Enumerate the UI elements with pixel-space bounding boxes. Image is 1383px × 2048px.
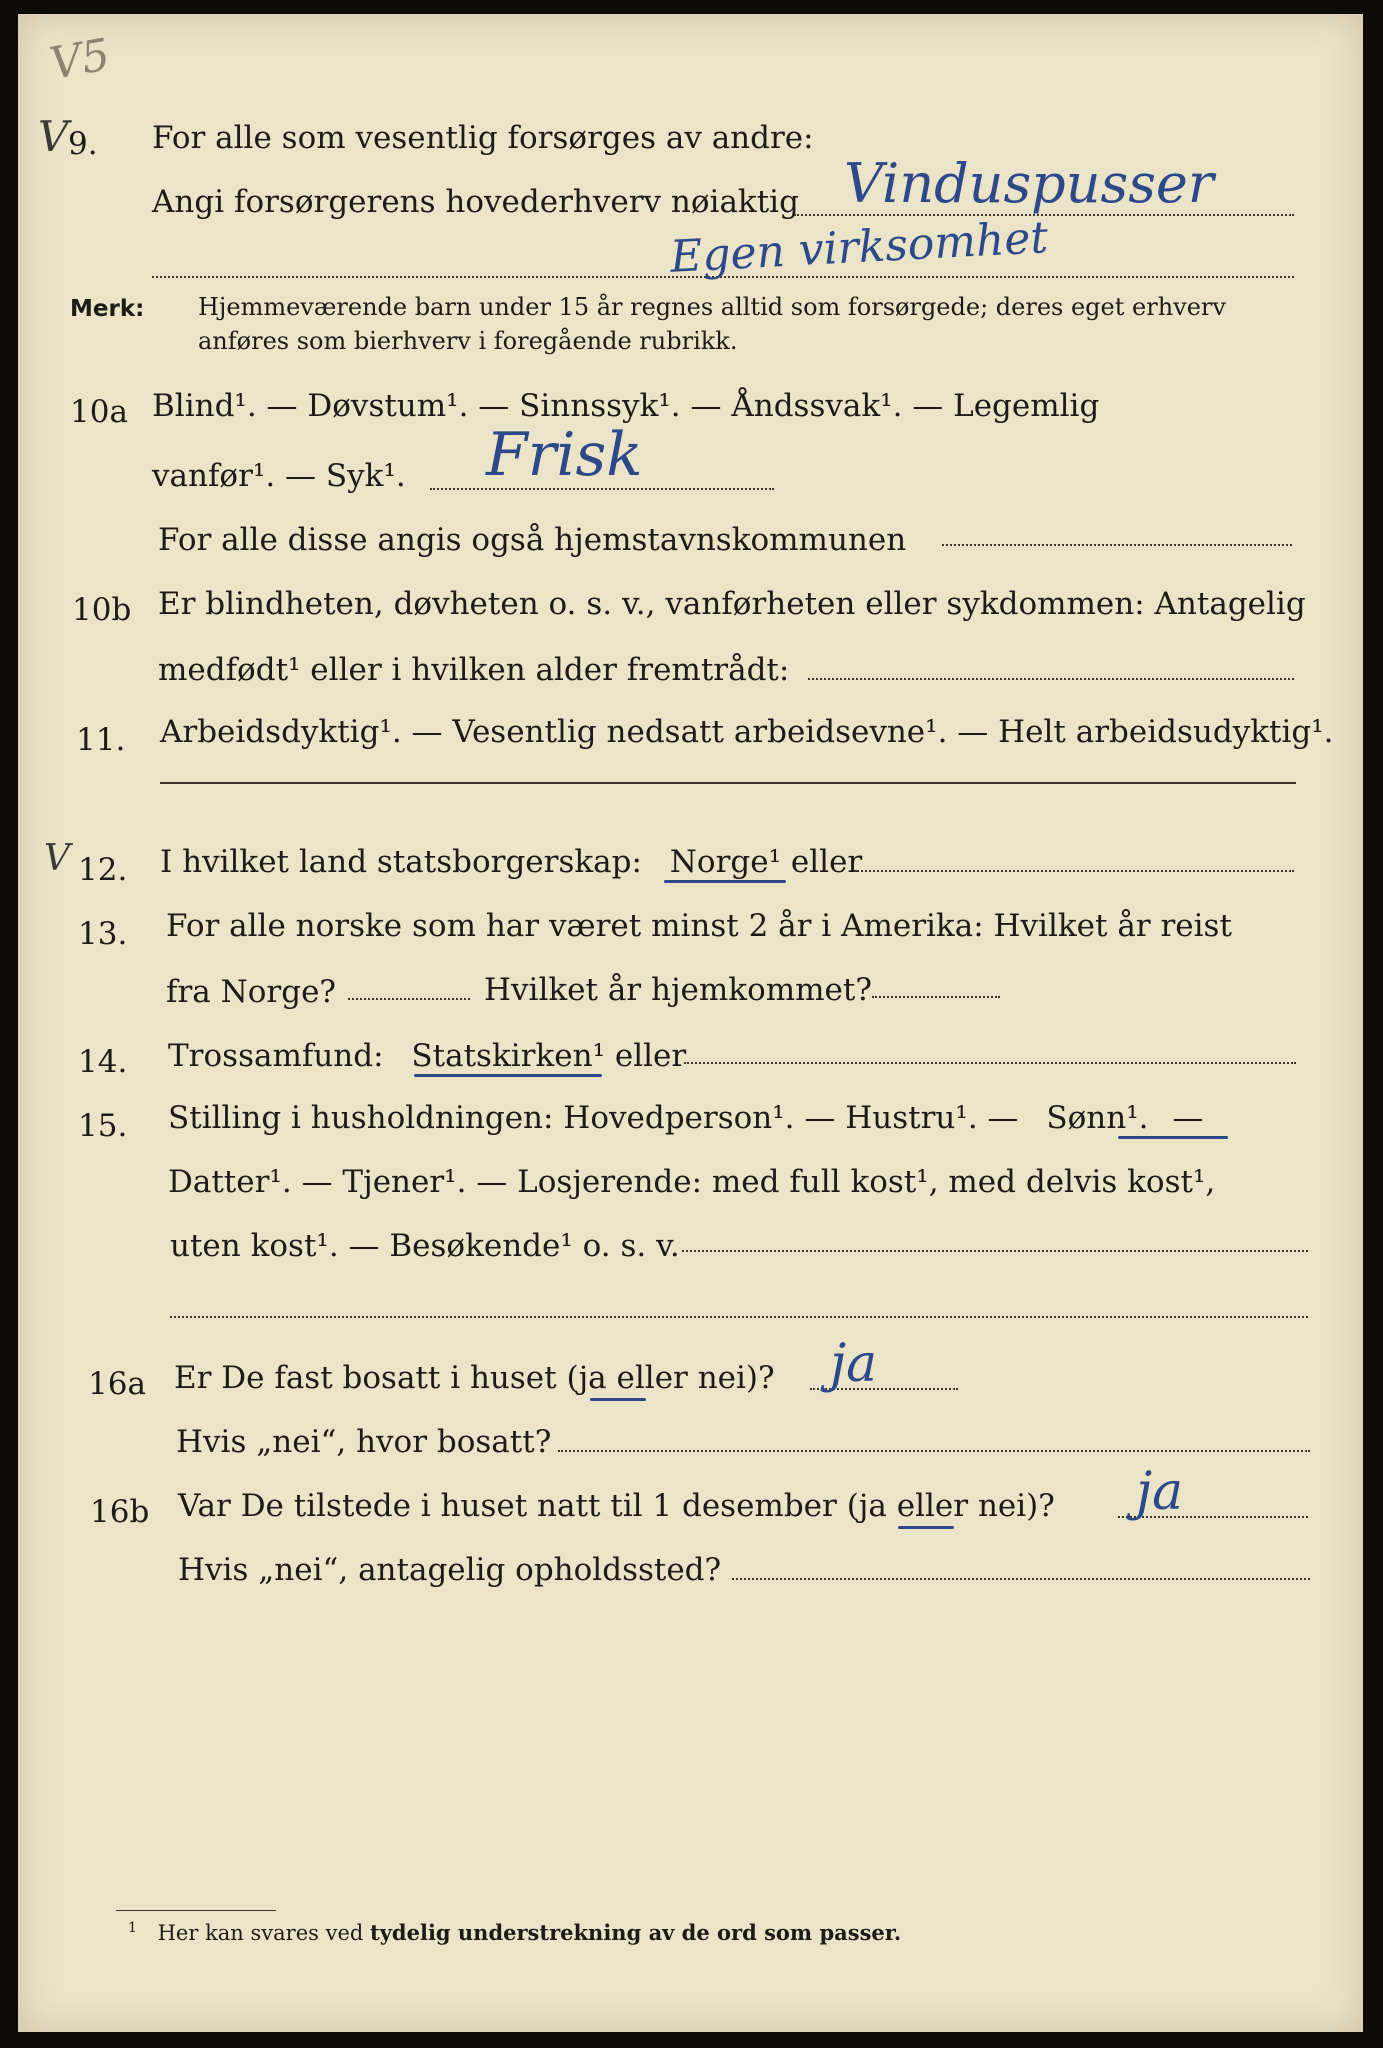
q9-answer1: Vinduspusser (844, 152, 1214, 215)
q15-extra-line (170, 1316, 1308, 1318)
footnote-rule (116, 1910, 276, 1911)
q15-line2: Datter¹. — Tjener¹. — Losjerende: med full kost¹, med delvis kost¹, (168, 1164, 1216, 1200)
margin-mark-q9: V (38, 112, 69, 161)
q10a-line3: For alle disse angis også hjemstavnskommunen (158, 522, 907, 558)
q14-option-statskirken: Statskirken¹ (411, 1038, 605, 1074)
q16a-line1c: eller nei)? (616, 1360, 775, 1396)
q16b-line1c: eller nei)? (896, 1488, 1055, 1524)
q16b-number: 16b (90, 1494, 150, 1530)
q16a-number: 16a (88, 1366, 146, 1402)
merk-label: Merk: (70, 296, 145, 322)
margin-mark-top: V5 (46, 29, 114, 90)
q15-option-sonn: Sønn¹. (1046, 1100, 1149, 1136)
q12-number: 12. (78, 852, 128, 888)
q14-prefix: Trossamfund: (168, 1038, 384, 1074)
q14-suffix: eller (614, 1038, 687, 1074)
merk-line2: anføres som bierhverv i foregående rubrikk. (198, 327, 738, 355)
q9-number: 9. (68, 126, 98, 162)
q10a-line3-fill (942, 544, 1292, 546)
q15-line1a: Stilling i husholdningen: Hovedperson¹. — Hustru¹. — (168, 1100, 1019, 1136)
q10b-fill (808, 678, 1294, 680)
q12-norge-underline (664, 880, 786, 883)
margin-mark-q12: V (44, 838, 70, 879)
q14-number: 14. (78, 1044, 128, 1080)
q15-line3: uten kost¹. — Besøkende¹ o. s. v. (170, 1228, 680, 1264)
q10b-line2: medfødt¹ eller i hvilken alder fremtrådt: (158, 652, 790, 688)
q15-line1c: — (1172, 1100, 1204, 1136)
footnote-text-a: Her kan svares ved (157, 1921, 364, 1945)
q11-line1: Arbeidsdyktig¹. — Vesentlig nedsatt arbeidsevne¹. — Helt arbeidsudyktig¹. (160, 714, 1334, 750)
q14-fill (684, 1062, 1296, 1064)
q13-number: 13. (78, 916, 128, 952)
q13-line2b: Hvilket år hjemkommet? (484, 972, 872, 1008)
q14-statskirken-underline (414, 1074, 602, 1077)
q16b-line2: Hvis „nei“, antagelig opholdssted? (178, 1552, 722, 1588)
q12-prefix: I hvilket land statsborgerskap: (160, 844, 642, 880)
q15-line1 (168, 1100, 1203, 1136)
q16b-option-ja: ja (858, 1488, 887, 1524)
q16a-line2: Hvis „nei“, hvor bosatt? (176, 1424, 552, 1460)
q9-answer2: Egen virksomhet (668, 212, 1050, 283)
q16b-line2-fill (732, 1578, 1310, 1580)
q13-reist-fill (348, 998, 470, 1000)
q10b-line1: Er blindheten, døvheten o. s. v., vanførheten eller sykdommen: Antagelig (158, 586, 1306, 622)
footnote-marker: 1 (128, 1920, 137, 1936)
footnote-text-b: tydelig understrekning av de ord som passer. (370, 1920, 902, 1945)
q12-suffix: eller (790, 844, 863, 880)
q14-line (168, 1038, 686, 1074)
footnote (128, 1920, 901, 1945)
q15-number: 15. (78, 1108, 128, 1144)
q16a-line2-fill (558, 1450, 1310, 1452)
q16b-line1a: Var De tilstede i huset natt til 1 desember ( (178, 1488, 859, 1524)
q9-line1: For alle som vesentlig forsørges av andre: (152, 120, 814, 156)
q16b-line1 (178, 1488, 1055, 1524)
q13-hjemkommet-fill (872, 996, 1000, 998)
q15-sonn-underline (1118, 1136, 1228, 1139)
q16a-line1 (174, 1360, 775, 1396)
q10a-line2: vanfør¹. — Syk¹. (152, 458, 406, 494)
q13-line1: For alle norske som har været minst 2 år i Amerika: Hvilket år reist (166, 908, 1232, 944)
q16b-answer: ja (1136, 1462, 1184, 1522)
q15-line3-fill (682, 1250, 1308, 1252)
q10a-line1: Blind¹. — Døvstum¹. — Sinnssyk¹. — Åndssvak¹. — Legemlig (152, 388, 1100, 424)
census-form-page (18, 14, 1363, 2032)
q10a-number: 10a (70, 394, 128, 430)
q12-line (160, 844, 862, 880)
q12-fill (854, 870, 1294, 872)
q11-answer-line (160, 782, 1296, 784)
q11-number: 11. (76, 722, 126, 758)
merk-line1: Hjemmeværende barn under 15 år regnes alltid som forsørgede; deres eget erhverv (198, 293, 1226, 321)
q10b-number: 10b (72, 592, 132, 628)
q12-option-norge: Norge¹ (669, 844, 782, 880)
q16a-option-ja: ja (578, 1360, 607, 1396)
q16a-ja-underline (590, 1398, 646, 1401)
q16a-answer: ja (830, 1334, 878, 1394)
q16b-ja-underline (898, 1526, 954, 1529)
q10a-answer: Frisk (486, 420, 643, 490)
q9-line2: Angi forsørgerens hovederhverv nøiaktig (152, 184, 799, 220)
q13-line2a: fra Norge? (166, 974, 337, 1010)
q16a-line1a: Er De fast bosatt i huset ( (174, 1360, 579, 1396)
